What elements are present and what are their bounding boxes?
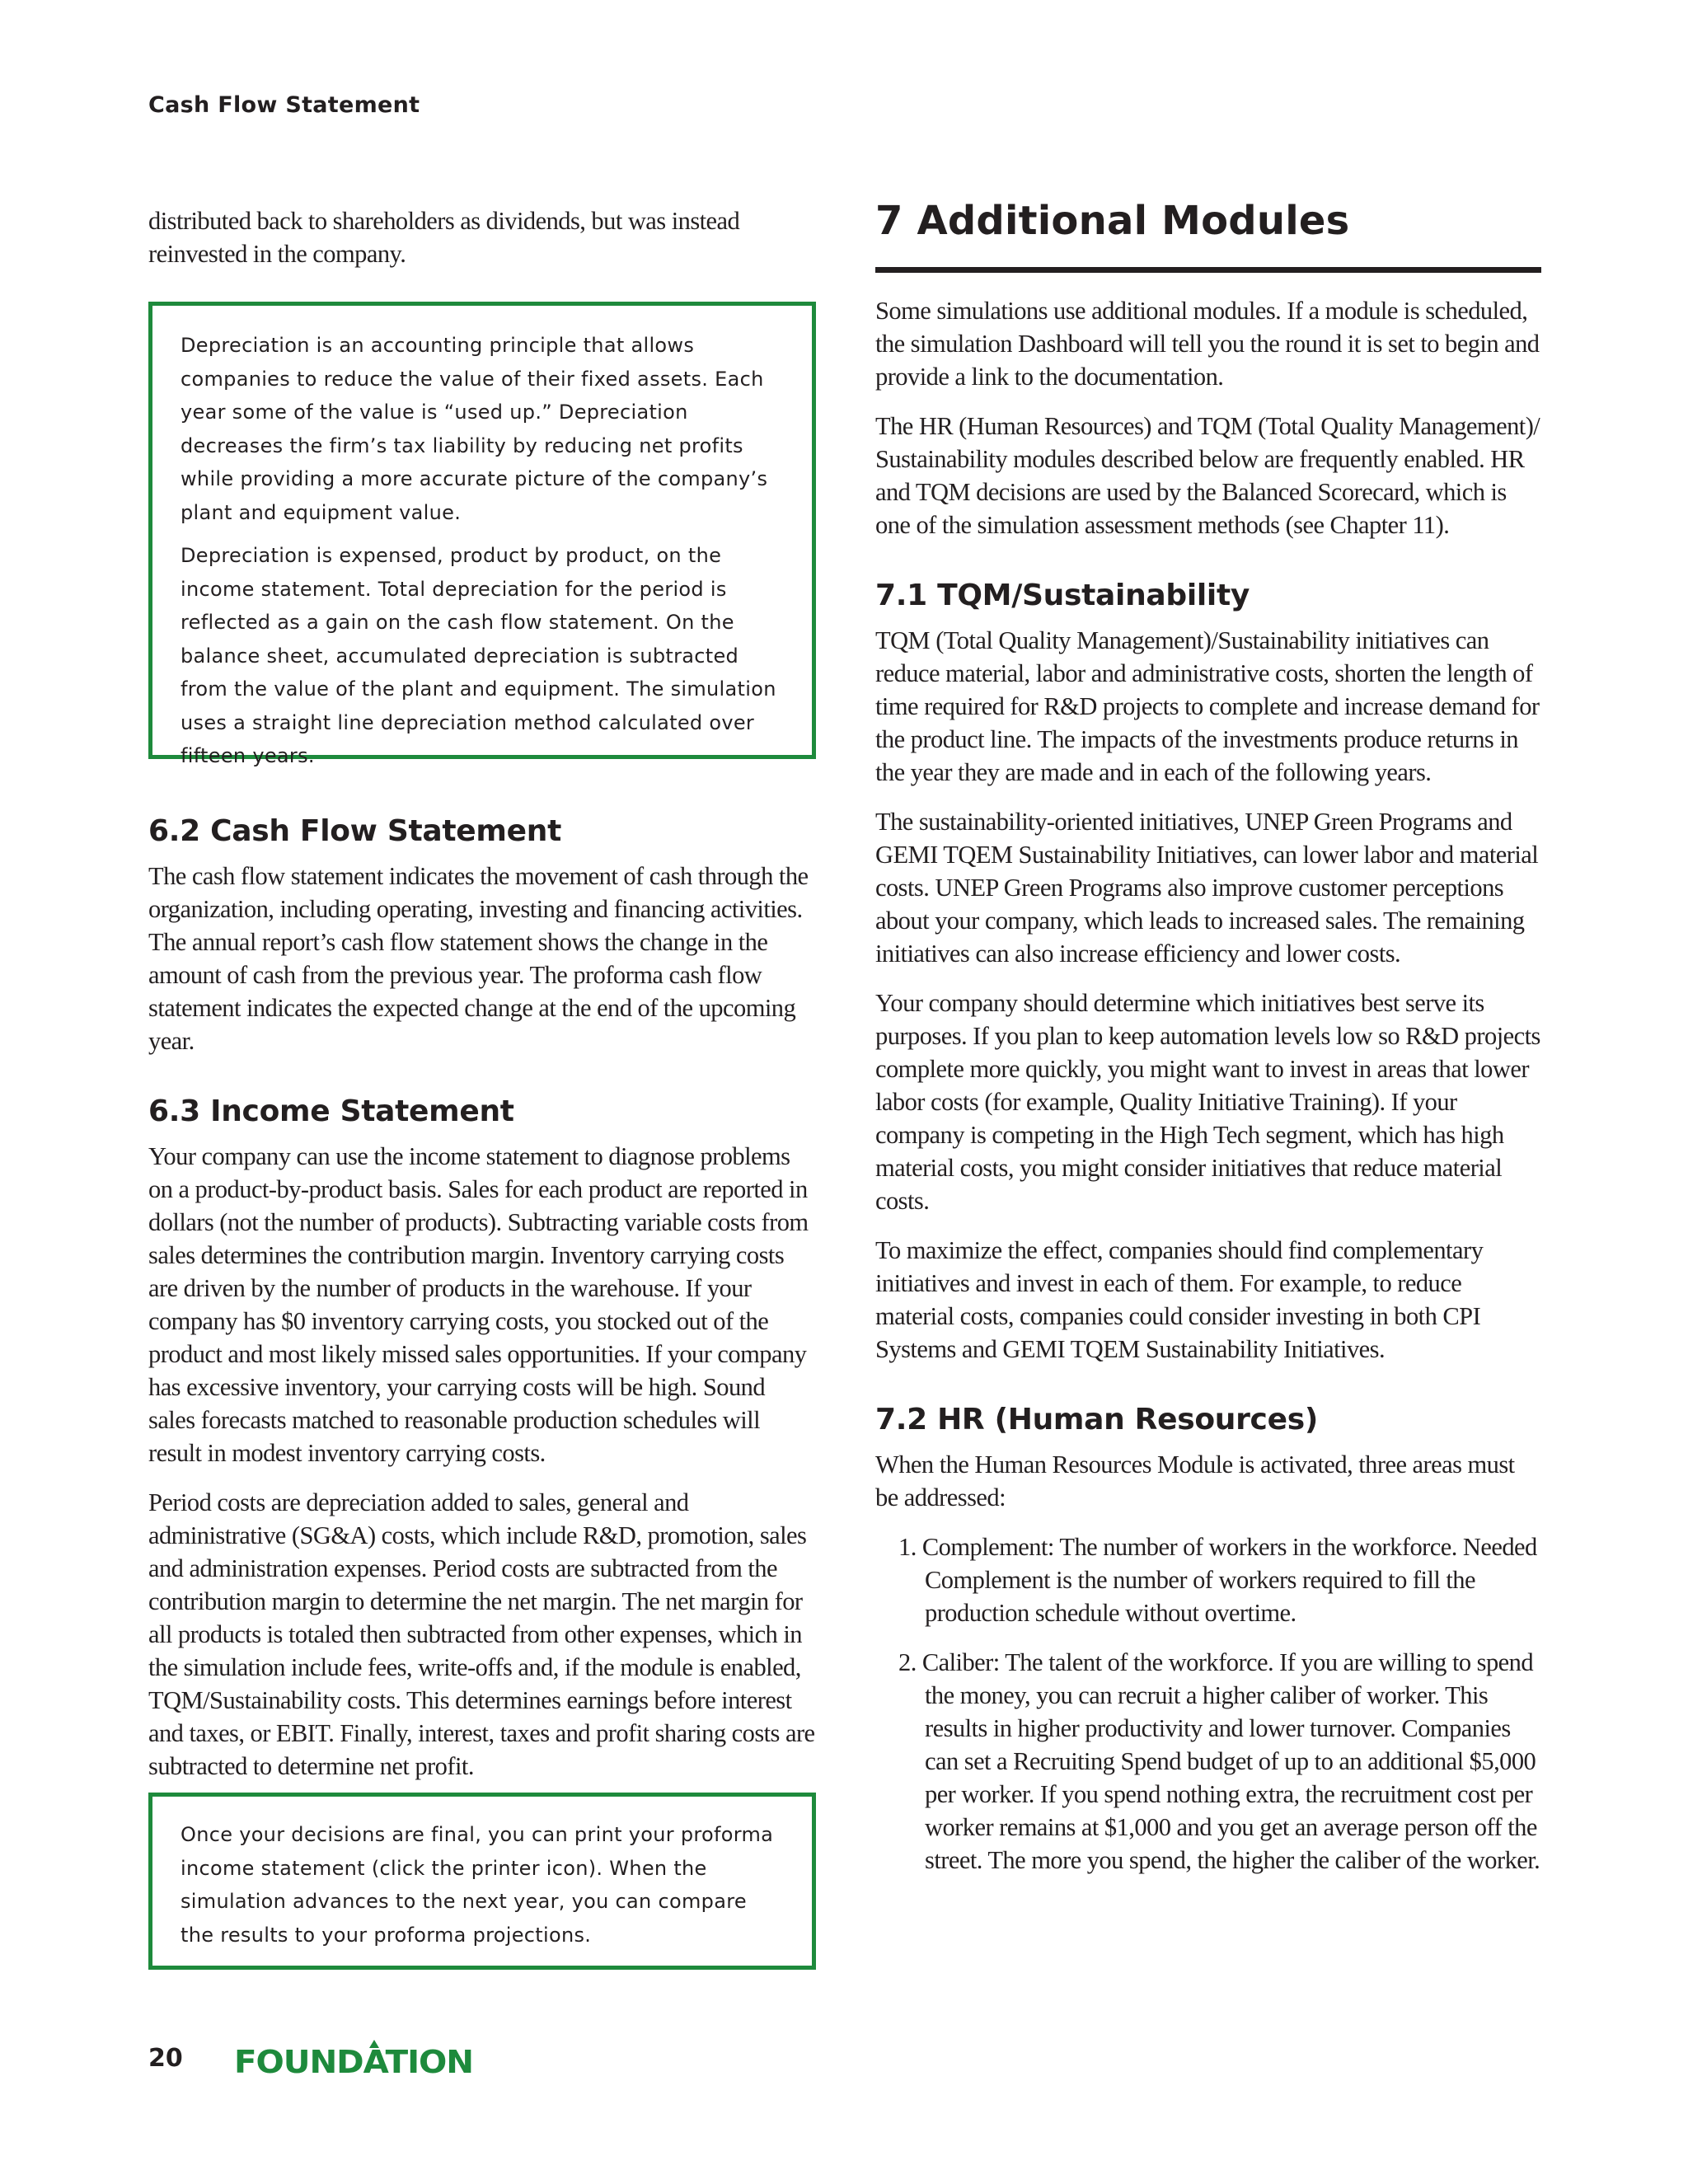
- section-6-3-heading: 6.3 Income Statement: [148, 1094, 514, 1128]
- section-6-2-heading: 6.2 Cash Flow Statement: [148, 814, 561, 848]
- logo-wordmark: FOUNDATION: [233, 2044, 473, 2076]
- foundation-logo-mark: [234, 2040, 481, 2076]
- page-footer: [148, 2040, 481, 2076]
- depreciation-note-box: [148, 302, 816, 767]
- section-7-1-body-3: Your company should determine which initiatives best serve its purposes. If you plan to keep automation levels low so R&D projects complete more quickly, you might want to invest in areas that lower labor costs (for example, Quality Initiative Training). If your company is competing in the High Tech segment, which has high material costs, you might consider initiatives that reduce material costs.: [875, 989, 1540, 1215]
- section-6-3-body-1: Your company can use the income statement to diagnose problems on a product-by-product basis. Sales for each product are reported in dollars (not the number of products). Subtracting variable costs from sales determines the contribution margin. Inventory carrying costs are driven by the number of products in the warehouse. If your company has $0 inventory carrying costs, you stocked out of the product and most likely missed sales opportunities. If your company has excessive inventory, your carrying costs will be high. Sound sales forecasts matched to reasonable production schedules will result in modest inventory carrying costs.: [148, 1142, 809, 1467]
- depreciation-note-paragraph-1: Depreciation is an accounting principle that allows companies to reduce the value of their fixed assets. Each year some of the value is “used up.” Depreciation decreases the firm’s tax liability by reducing net profits while providing a more accurate picture of the company’s plant and equipment value.: [181, 334, 768, 524]
- proforma-note-paragraph: Once your decisions are final, you can print your proforma income statement (click the printer icon). When the simulation advances to the next year, you can compare the results to your proforma projections.: [181, 1823, 774, 1947]
- depreciation-note-paragraph-2: Depreciation is expensed, product by product, on the income statement. Total depreciation for the period is reflected as a gain on the cash flow statement. On the balance sheet, accumulated depreciation is subtracted from the value of the plant and equipment. The simulation uses a straight line depreciation method calculated over fifteen years.: [181, 544, 776, 767]
- right-column: [875, 198, 1541, 1893]
- intro-paragraph: distributed back to shareholders as dividends, but was instead reinvested in the company.: [148, 207, 740, 268]
- section-7-1-heading: 7.1 TQM/Sustainability: [875, 579, 1250, 612]
- section-7-1-body-4: To maximize the effect, companies should find complementary initiatives and invest in each of them. For example, to reduce material costs, companies could consider investing in both CPI Systems and GEMI TQEM Sustainability Initiatives.: [875, 1236, 1484, 1363]
- left-column: [148, 204, 816, 1970]
- section-6-2-body: The cash flow statement indicates the movement of cash through the organization, including operating, investing and financing activities. The annual report’s cash flow statement shows the change in the amount of cash from the previous year. The proforma cash flow statement indicates the expected change at the end of the upcoming year.: [148, 862, 809, 1055]
- page-number: 20: [148, 2043, 183, 2073]
- foundation-logo: [234, 2040, 481, 2076]
- section-7-2-heading: 7.2 HR (Human Resources): [875, 1403, 1318, 1436]
- chapter-7-heading: 7 Additional Modules: [875, 198, 1350, 244]
- section-7-2-list: [875, 1530, 1541, 1877]
- chapter-7-intro-2: The HR (Human Resources) and TQM (Total Quality Management)/ Sustainability modules described below are frequently enabled. HR and TQM decisions are used by the Balanced Scorecard, which is one of the simulation assessment methods (see Chapter 11).: [875, 412, 1540, 539]
- section-7-1-body-1: TQM (Total Quality Management)/Sustainability initiatives can reduce material, labor and administrative costs, shorten the length of time required for R&D projects to complete and increase demand for the product line. The impacts of the investments produce returns in the year they are made and in each of the following years.: [875, 626, 1540, 786]
- proforma-note-box: [148, 1793, 816, 1970]
- list-item: 2. Caliber: The talent of the workforce. If you are willing to spend the money, you can recruit a higher caliber of worker. This results in higher productivity and lower turnover. Companies can set a Recruiting Spend budget of up to an additional $5,000 per worker. If you spend nothing extra, the recruitment cost per worker remains at $1,000 and you get an average person off the street. The more you spend, the higher the caliber of the worker.: [898, 1648, 1540, 1874]
- chapter-heading-rule: [875, 267, 1541, 273]
- section-7-2-intro: When the Human Resources Module is activated, three areas must be addressed:: [875, 1451, 1515, 1511]
- chapter-7-intro-1: Some simulations use additional modules. If a module is scheduled, the simulation Dashboard will tell you the round it is set to begin and provide a link to the documentation.: [875, 297, 1540, 391]
- running-header: Cash Flow Statement: [148, 92, 420, 118]
- list-item: 1. Complement: The number of workers in the workforce. Needed Complement is the number of workers required to fill the production schedule without overtime.: [898, 1533, 1537, 1627]
- section-7-1-body-2: The sustainability-oriented initiatives, UNEP Green Programs and GEMI TQEM Sustainability Initiatives, can lower labor and material costs. UNEP Green Programs also improve customer perceptions about your company, which leads to increased sales. The remaining initiatives can also increase efficiency and lower costs.: [875, 808, 1539, 968]
- section-6-3-body-2: Period costs are depreciation added to sales, general and administrative (SG&A) costs, which include R&D, promotion, sales and administration expenses. Period costs are subtracted from the contribution margin to determine the net margin. The net margin for all products is totaled then subtracted from other expenses, which in the simulation include fees, write-offs and, if the module is enabled, TQM/Sustainability costs. This determines earnings before interest and taxes, or EBIT. Finally, interest, taxes and profit sharing costs are subtracted to determine net profit.: [148, 1488, 815, 1780]
